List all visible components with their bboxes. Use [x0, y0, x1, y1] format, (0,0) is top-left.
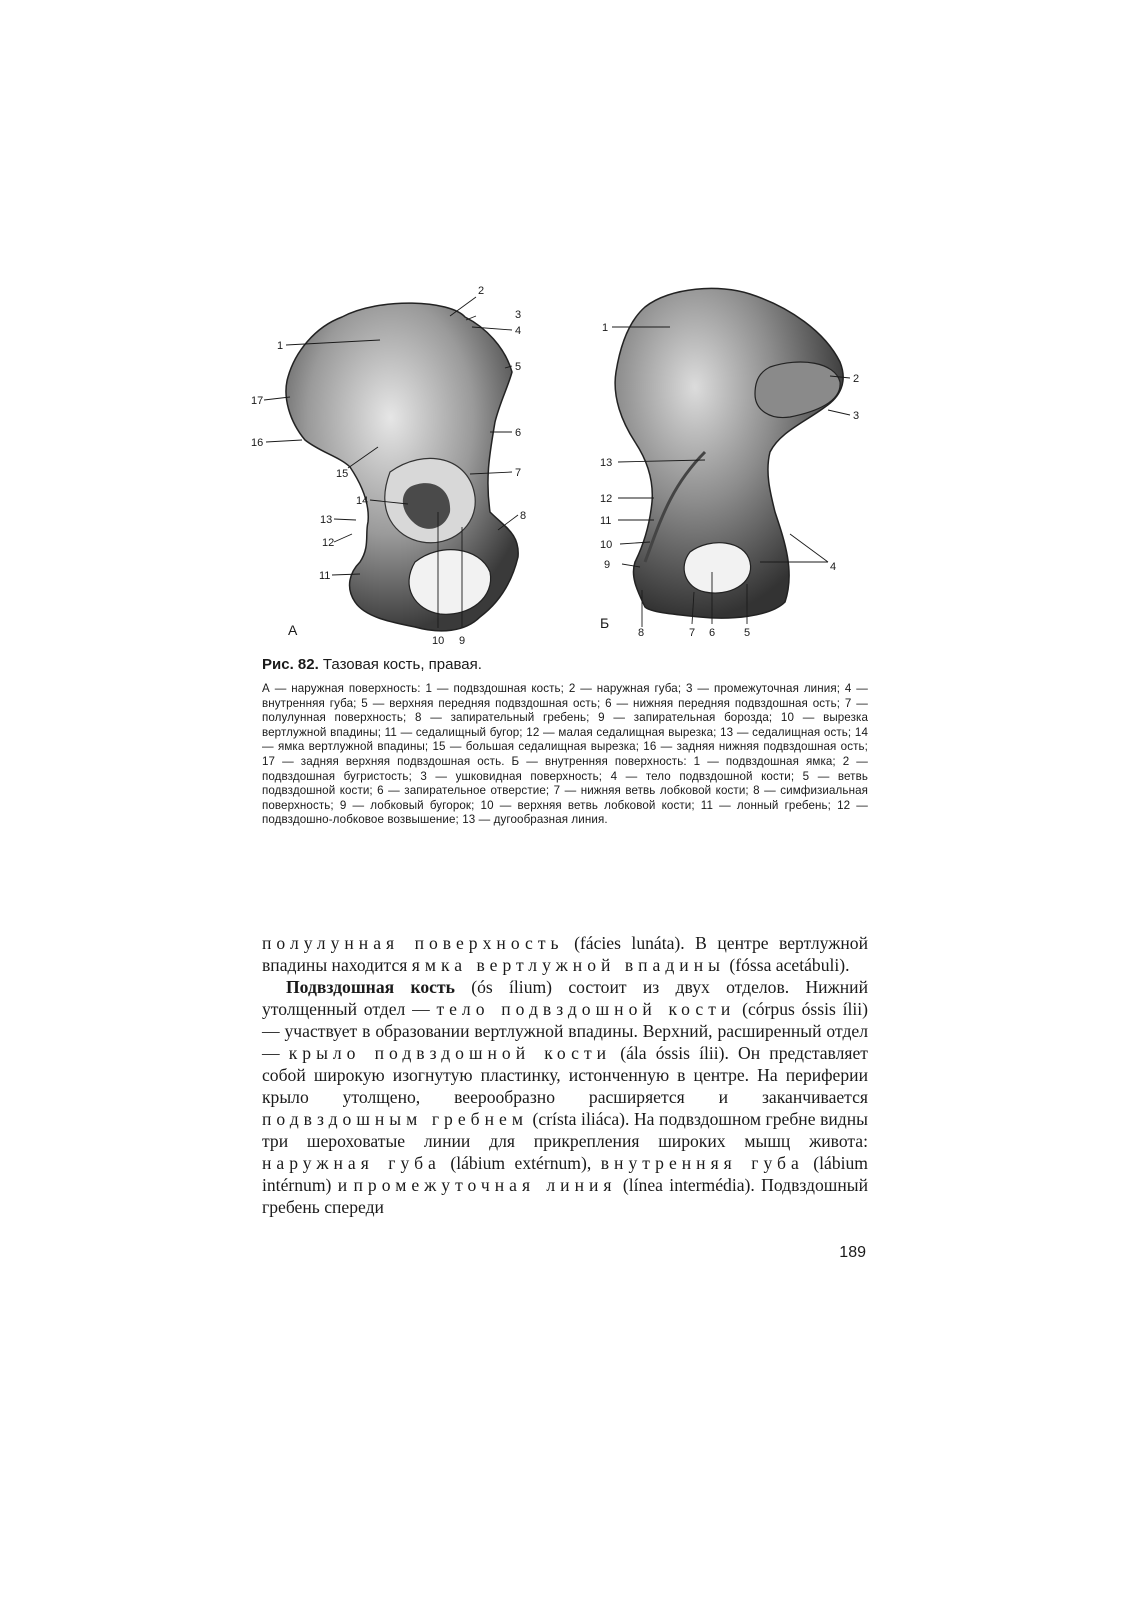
text-run: (fóssa acetábuli). — [724, 955, 850, 975]
svg-text:15: 15 — [336, 468, 349, 480]
text-run: (córpus óssis ílii) — участвует в образовании вертлужной впадины. Верхний, расширенный отдел — — [262, 999, 868, 1063]
svg-text:14: 14 — [356, 495, 369, 507]
svg-text:11: 11 — [600, 515, 612, 527]
svg-text:3: 3 — [853, 410, 860, 422]
caption-legend: А — наружная поверхность: 1 — подвздошная кость; 2 — наружная губа; 3 — промежуточная линия; 4 — внутренняя губа; 5 — верхняя передняя подвздошная ость; 6 — нижняя передняя подвздошная ость; 7 — полулунная поверхность; 8 — запирательный гребень; 9 — запирательная борозда; 10 — вырезка вертлужной впадины; 11 — седалищный бугор; 12 — малая седалищная вырезка; 13 — седалищная ость; 14 — ямка вертлужной впадины; 15 — большая седалищная вырезка; 16 — задняя нижняя подвздошная ость; 17 — задняя верхняя подвздошная ость. Б — внутренняя поверхность: 1 — подвздошная ямка; 2 — подвздошная бугристость; 3 — ушковидная поверхность; 4 — тело подвздошной кости; 5 — ветвь подвздошной кости; 6 — запирательное отверстие; 7 — нижняя ветвь лобковой кости; 8 — симфизиальная поверхность; 9 — лобковый бугорок; 10 — верхняя ветвь лобковой кости; 11 — лонный гребень; 12 — подвздошно-лобковое возвышение; 13 — дугообразная линия. — [262, 682, 868, 827]
svg-text:4: 4 — [830, 561, 837, 573]
spaced-term: подвздошным гребнем — [262, 1109, 528, 1129]
svg-text:12: 12 — [600, 493, 613, 505]
svg-text:7: 7 — [689, 627, 696, 639]
svg-text:4: 4 — [515, 325, 522, 337]
text-run: (lábium intérnum) и — [262, 1153, 868, 1195]
term-ilium: Подвздошная кость — [286, 977, 455, 997]
spaced-term: наружная губа — [262, 1153, 441, 1173]
svg-text:1: 1 — [277, 340, 284, 352]
text-run: (fácies lunáta). В центре вертлужной впадины находится — [262, 933, 868, 975]
svg-text:13: 13 — [320, 514, 333, 526]
svg-text:7: 7 — [515, 467, 522, 479]
svg-text:5: 5 — [515, 361, 522, 373]
text-run: (línea intermédia). Подвздошный гребень спереди — [262, 1175, 868, 1217]
paragraph-fossa — [262, 932, 868, 976]
paragraph-ilium — [262, 976, 868, 1218]
svg-text:12: 12 — [322, 537, 335, 549]
svg-text:6: 6 — [709, 627, 716, 639]
svg-text:17: 17 — [251, 395, 264, 407]
svg-text:9: 9 — [604, 559, 611, 571]
svg-text:2: 2 — [853, 373, 860, 385]
text-run: (lábium extérnum), — [440, 1153, 601, 1173]
spaced-term: ямка вертлужной впадины — [411, 955, 725, 975]
svg-text:13: 13 — [600, 457, 613, 469]
figure-caption — [262, 656, 868, 828]
svg-text:1: 1 — [602, 322, 609, 334]
svg-text:8: 8 — [520, 510, 527, 522]
svg-text:9: 9 — [459, 635, 466, 647]
svg-text:6: 6 — [515, 427, 522, 439]
panel-b-label: Б — [600, 615, 610, 631]
spaced-term: крыло подвздошной кости — [288, 1043, 612, 1063]
spaced-term: тело подвздошной кости — [436, 999, 736, 1019]
page-number: 189 — [839, 1244, 866, 1261]
svg-text:8: 8 — [638, 627, 645, 639]
svg-text:5: 5 — [744, 627, 751, 639]
svg-text:10: 10 — [600, 539, 613, 551]
text-run: (ála óssis ílii). Он представляет собой широкую изогнутую пластинку, истонченную в центре. На периферии крыло утолщено, веерообразно расширяется и заканчивается — [262, 1043, 868, 1107]
svg-text:11: 11 — [319, 570, 331, 582]
panel-b-bone — [615, 288, 843, 618]
caption-title — [262, 656, 868, 674]
svg-text:16: 16 — [251, 437, 264, 449]
spaced-term: промежуточная линия — [353, 1175, 617, 1195]
svg-text:3: 3 — [515, 309, 522, 321]
svg-text:10: 10 — [432, 635, 445, 647]
text-run: (ós ílium) состоит из двух отделов. Нижний утолщенный отдел — — [262, 977, 868, 1019]
figure-82 — [250, 272, 890, 657]
body-text — [262, 932, 868, 1218]
svg-text:2: 2 — [478, 285, 485, 297]
pelvic-bone-illustration — [250, 272, 890, 657]
caption-figure-number: Рис. 82. — [262, 656, 319, 673]
panel-a-label: А — [288, 622, 298, 638]
spaced-term: внутренняя губа — [600, 1153, 804, 1173]
text-run: (crísta iliáca). На подвздошном гребне видны три шероховатые линии для прикрепления широких мышц живота: — [262, 1109, 868, 1151]
caption-figure-title: Тазовая кость, правая. — [318, 656, 482, 673]
spaced-term: полулунная поверхность — [262, 933, 564, 953]
